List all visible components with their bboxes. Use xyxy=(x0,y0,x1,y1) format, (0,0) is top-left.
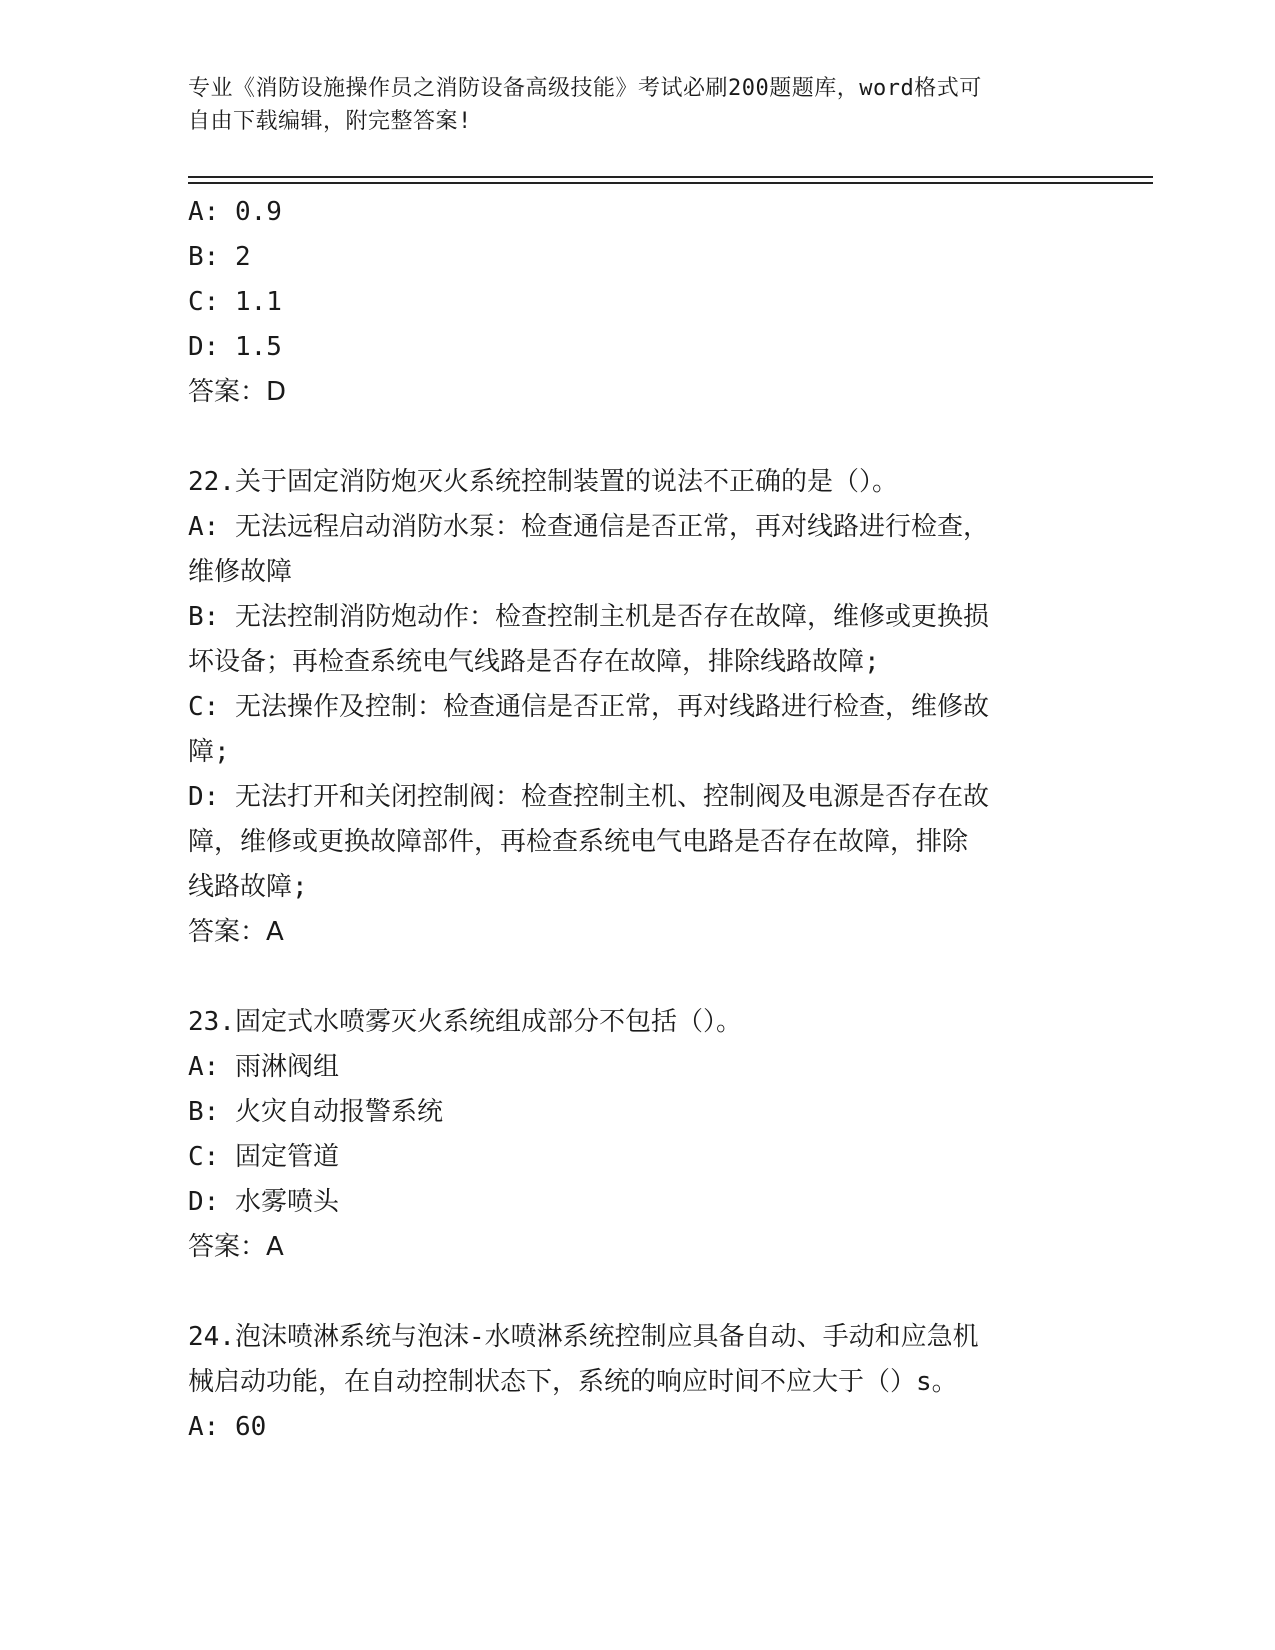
question-list xyxy=(188,190,1088,1450)
question-stem: 22.关于固定消防炮灭火系统控制装置的说法不正确的是（）。 xyxy=(188,467,898,497)
header-rule-top xyxy=(188,176,1153,178)
question-stem: 23.固定式水喷雾灭火系统组成部分不包括（）。 xyxy=(188,1007,742,1037)
option-line: B: 无法控制消防炮动作：检查控制主机是否存在故障，维修或更换损 xyxy=(188,602,989,632)
header-line-2: 自由下载编辑，附完整答案! xyxy=(188,109,472,134)
question-22 xyxy=(188,460,1088,955)
option-c: C: 固定管道 xyxy=(188,1142,339,1172)
option-b: B: 火灾自动报警系统 xyxy=(188,1097,443,1127)
option-line: A: 无法远程启动消防水泵：检查通信是否正常，再对线路进行检查， xyxy=(188,512,989,542)
header-rule-bottom xyxy=(188,182,1153,184)
option-d: D: 1.5 xyxy=(188,332,282,362)
option-line: 障; xyxy=(188,737,230,767)
option-line: D: 无法打开和关闭控制阀：检查控制主机、控制阀及电源是否存在故 xyxy=(188,782,989,812)
question-stem: 械启动功能，在自动控制状态下，系统的响应时间不应大于（）s。 xyxy=(188,1367,958,1397)
spacer xyxy=(188,1270,1088,1315)
answer: 答案：A xyxy=(188,1232,284,1262)
answer: 答案：A xyxy=(188,917,284,947)
question-stem: 24.泡沫喷淋系统与泡沫-水喷淋系统控制应具备自动、手动和应急机 xyxy=(188,1322,979,1352)
option-c: C: 1.1 xyxy=(188,287,282,317)
option-a: A: 60 xyxy=(188,1412,267,1442)
option-line: 维修故障 xyxy=(188,557,293,587)
option-line: 障，维修或更换故障部件，再检查系统电气电路是否存在故障，排除 xyxy=(188,827,969,857)
spacer xyxy=(188,955,1088,1000)
question-21 xyxy=(188,190,1088,415)
option-line: 坏设备；再检查系统电气线路是否存在故障，排除线路故障; xyxy=(188,647,880,677)
document-header xyxy=(188,72,1068,138)
question-23 xyxy=(188,1000,1088,1270)
option-a: A: 雨淋阀组 xyxy=(188,1052,339,1082)
question-24 xyxy=(188,1315,1088,1450)
option-a: A: 0.9 xyxy=(188,197,282,227)
answer: 答案：D xyxy=(188,377,287,407)
option-b: B: 2 xyxy=(188,242,251,272)
header-line-1: 专业《消防设施操作员之消防设备高级技能》考试必刷200题题库，word格式可 xyxy=(188,76,982,101)
option-d: D: 水雾喷头 xyxy=(188,1187,339,1217)
spacer xyxy=(188,415,1088,460)
option-line: C: 无法操作及控制：检查通信是否正常，再对线路进行检查，维修故 xyxy=(188,692,989,722)
option-line: 线路故障; xyxy=(188,872,308,902)
